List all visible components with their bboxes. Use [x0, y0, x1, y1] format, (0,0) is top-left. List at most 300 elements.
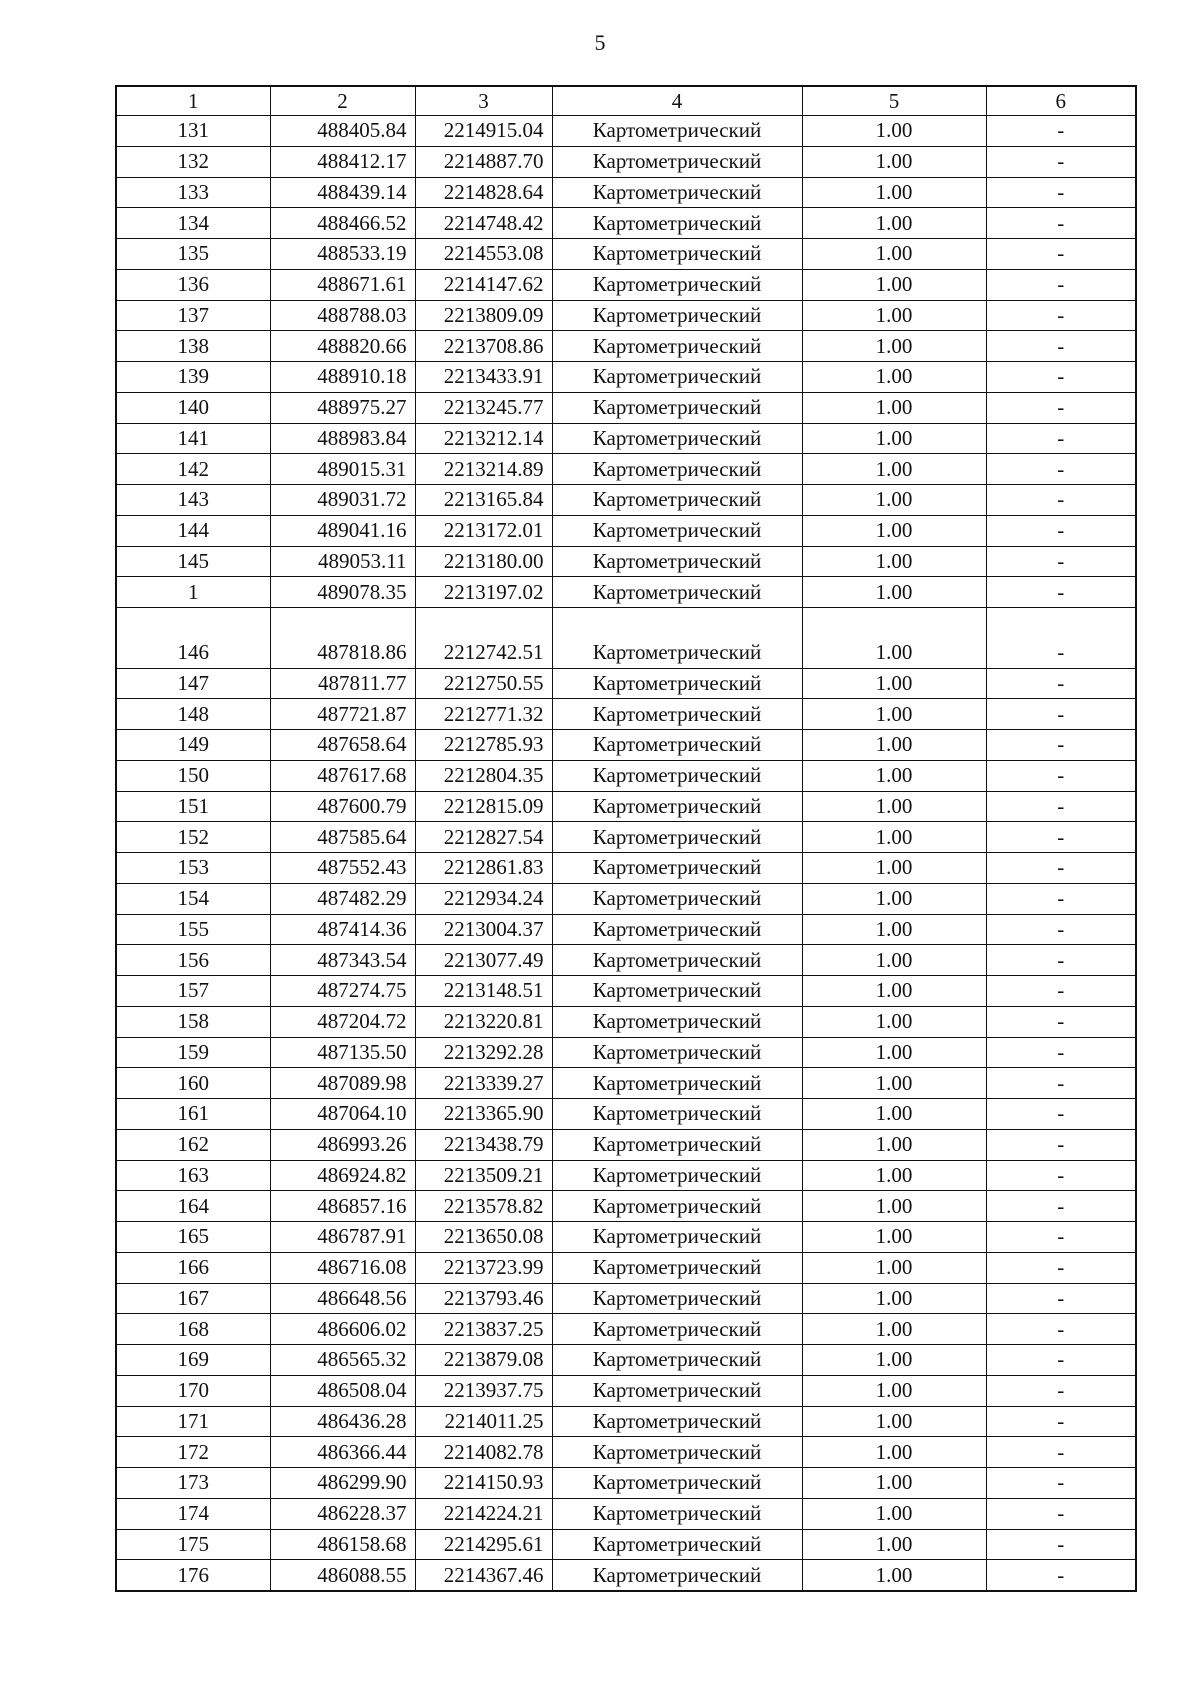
table-row: [116, 1560, 1136, 1591]
note-cell: -: [986, 1160, 1136, 1191]
note-cell: -: [986, 699, 1136, 730]
note-cell: -: [986, 1191, 1136, 1222]
table-row: [116, 883, 1136, 914]
x-coordinate-cell: 487204.72: [270, 1006, 415, 1037]
note-cell: -: [986, 331, 1136, 362]
column-header: 6: [986, 86, 1136, 116]
y-coordinate-cell: 2213148.51: [415, 976, 552, 1007]
method-cell: Картометрический: [552, 269, 802, 300]
note-cell: -: [986, 638, 1136, 668]
point-number-cell: 145: [116, 546, 270, 577]
table-row: [116, 546, 1136, 577]
table-row: [116, 945, 1136, 976]
accuracy-cell: 1.00: [802, 883, 986, 914]
table-row: [116, 699, 1136, 730]
method-cell: Картометрический: [552, 116, 802, 147]
note-cell: -: [986, 1283, 1136, 1314]
note-cell: -: [986, 822, 1136, 853]
y-coordinate-cell: 2213339.27: [415, 1068, 552, 1099]
y-coordinate-cell: 2212934.24: [415, 883, 552, 914]
note-cell: -: [986, 546, 1136, 577]
note-cell: -: [986, 1006, 1136, 1037]
method-cell: Картометрический: [552, 1068, 802, 1099]
note-cell: -: [986, 1222, 1136, 1253]
y-coordinate-cell: 2213245.77: [415, 392, 552, 423]
accuracy-cell: 1.00: [802, 1560, 986, 1591]
y-coordinate-cell: 2213809.09: [415, 300, 552, 331]
y-coordinate-cell: [415, 608, 552, 638]
method-cell: Картометрический: [552, 976, 802, 1007]
y-coordinate-cell: 2213212.14: [415, 423, 552, 454]
y-coordinate-cell: 2213214.89: [415, 454, 552, 485]
table-row: [116, 1222, 1136, 1253]
table-row: [116, 1345, 1136, 1376]
point-number-cell: 159: [116, 1037, 270, 1068]
accuracy-cell: 1.00: [802, 1129, 986, 1160]
y-coordinate-cell: 2213509.21: [415, 1160, 552, 1191]
x-coordinate-cell: 488820.66: [270, 331, 415, 362]
point-number-cell: 148: [116, 699, 270, 730]
table-row: [116, 1375, 1136, 1406]
x-coordinate-cell: 487818.86: [270, 638, 415, 668]
note-cell: -: [986, 146, 1136, 177]
table-row: [116, 577, 1136, 608]
point-number-cell: 146: [116, 638, 270, 668]
table-row: [116, 638, 1136, 668]
point-number-cell: 139: [116, 362, 270, 393]
y-coordinate-cell: 2212804.35: [415, 760, 552, 791]
point-number-cell: 167: [116, 1283, 270, 1314]
method-cell: Картометрический: [552, 146, 802, 177]
x-coordinate-cell: 486508.04: [270, 1375, 415, 1406]
point-number-cell: 151: [116, 791, 270, 822]
note-cell: [986, 608, 1136, 638]
method-cell: Картометрический: [552, 1529, 802, 1560]
method-cell: Картометрический: [552, 392, 802, 423]
table-row: [116, 146, 1136, 177]
accuracy-cell: [802, 608, 986, 638]
method-cell: [552, 608, 802, 638]
x-coordinate-cell: 489031.72: [270, 485, 415, 516]
method-cell: Картометрический: [552, 423, 802, 454]
method-cell: Картометрический: [552, 1222, 802, 1253]
point-number-cell: 140: [116, 392, 270, 423]
accuracy-cell: 1.00: [802, 1099, 986, 1130]
y-coordinate-cell: 2213578.82: [415, 1191, 552, 1222]
method-cell: Картометрический: [552, 1498, 802, 1529]
accuracy-cell: 1.00: [802, 423, 986, 454]
accuracy-cell: 1.00: [802, 1437, 986, 1468]
x-coordinate-cell: 487482.29: [270, 883, 415, 914]
x-coordinate-cell: 486993.26: [270, 1129, 415, 1160]
point-number-cell: 176: [116, 1560, 270, 1591]
x-coordinate-cell: 488405.84: [270, 116, 415, 147]
method-cell: Картометрический: [552, 1191, 802, 1222]
y-coordinate-cell: 2212750.55: [415, 668, 552, 699]
point-number-cell: 152: [116, 822, 270, 853]
method-cell: Картометрический: [552, 791, 802, 822]
point-number-cell: 174: [116, 1498, 270, 1529]
table-row: [116, 1529, 1136, 1560]
x-coordinate-cell: 486787.91: [270, 1222, 415, 1253]
column-header: 4: [552, 86, 802, 116]
accuracy-cell: 1.00: [802, 976, 986, 1007]
point-number-cell: 149: [116, 730, 270, 761]
x-coordinate-cell: 487343.54: [270, 945, 415, 976]
accuracy-cell: 1.00: [802, 454, 986, 485]
accuracy-cell: 1.00: [802, 668, 986, 699]
note-cell: -: [986, 976, 1136, 1007]
accuracy-cell: 1.00: [802, 760, 986, 791]
point-number-cell: 173: [116, 1468, 270, 1499]
note-cell: -: [986, 1068, 1136, 1099]
point-number-cell: 163: [116, 1160, 270, 1191]
y-coordinate-cell: 2213365.90: [415, 1099, 552, 1130]
table-row: [116, 1252, 1136, 1283]
note-cell: -: [986, 239, 1136, 270]
x-coordinate-cell: 488439.14: [270, 177, 415, 208]
table-row: [116, 822, 1136, 853]
method-cell: Картометрический: [552, 730, 802, 761]
y-coordinate-cell: 2213708.86: [415, 331, 552, 362]
point-number-cell: 137: [116, 300, 270, 331]
y-coordinate-cell: 2213077.49: [415, 945, 552, 976]
coordinates-table: [115, 85, 1137, 1592]
table-row: [116, 1037, 1136, 1068]
accuracy-cell: 1.00: [802, 208, 986, 239]
point-number-cell: 175: [116, 1529, 270, 1560]
x-coordinate-cell: 487064.10: [270, 1099, 415, 1130]
column-header: 1: [116, 86, 270, 116]
x-coordinate-cell: 488671.61: [270, 269, 415, 300]
x-coordinate-cell: 486716.08: [270, 1252, 415, 1283]
y-coordinate-cell: 2213879.08: [415, 1345, 552, 1376]
point-number-cell: 161: [116, 1099, 270, 1130]
note-cell: -: [986, 1437, 1136, 1468]
page-number: 5: [594, 30, 606, 55]
accuracy-cell: 1.00: [802, 1314, 986, 1345]
table-row: [116, 760, 1136, 791]
note-cell: -: [986, 577, 1136, 608]
y-coordinate-cell: 2213433.91: [415, 362, 552, 393]
method-cell: Картометрический: [552, 1129, 802, 1160]
note-cell: -: [986, 1345, 1136, 1376]
y-coordinate-cell: 2212785.93: [415, 730, 552, 761]
accuracy-cell: 1.00: [802, 269, 986, 300]
accuracy-cell: 1.00: [802, 331, 986, 362]
accuracy-cell: 1.00: [802, 1252, 986, 1283]
method-cell: Картометрический: [552, 1406, 802, 1437]
point-number-cell: 172: [116, 1437, 270, 1468]
accuracy-cell: 1.00: [802, 1375, 986, 1406]
x-coordinate-cell: 487414.36: [270, 914, 415, 945]
accuracy-cell: 1.00: [802, 1283, 986, 1314]
y-coordinate-cell: 2213438.79: [415, 1129, 552, 1160]
column-header: 3: [415, 86, 552, 116]
note-cell: -: [986, 1560, 1136, 1591]
x-coordinate-cell: 489041.16: [270, 515, 415, 546]
method-cell: Картометрический: [552, 1099, 802, 1130]
table-row: [116, 1068, 1136, 1099]
point-number-cell: 141: [116, 423, 270, 454]
point-number-cell: 142: [116, 454, 270, 485]
note-cell: -: [986, 1099, 1136, 1130]
accuracy-cell: 1.00: [802, 822, 986, 853]
method-cell: Картометрический: [552, 1160, 802, 1191]
accuracy-cell: 1.00: [802, 1468, 986, 1499]
method-cell: Картометрический: [552, 1037, 802, 1068]
table-row: [116, 1437, 1136, 1468]
note-cell: -: [986, 853, 1136, 884]
note-cell: -: [986, 945, 1136, 976]
y-coordinate-cell: 2214915.04: [415, 116, 552, 147]
x-coordinate-cell: 486857.16: [270, 1191, 415, 1222]
accuracy-cell: 1.00: [802, 546, 986, 577]
note-cell: -: [986, 269, 1136, 300]
x-coordinate-cell: 486565.32: [270, 1345, 415, 1376]
accuracy-cell: 1.00: [802, 945, 986, 976]
y-coordinate-cell: 2214295.61: [415, 1529, 552, 1560]
accuracy-cell: 1.00: [802, 577, 986, 608]
y-coordinate-cell: 2214147.62: [415, 269, 552, 300]
y-coordinate-cell: 2213650.08: [415, 1222, 552, 1253]
table-row: [116, 1314, 1136, 1345]
note-cell: -: [986, 362, 1136, 393]
table-row: [116, 914, 1136, 945]
table-row: [116, 300, 1136, 331]
method-cell: Картометрический: [552, 177, 802, 208]
table-row: [116, 853, 1136, 884]
table-row: [116, 423, 1136, 454]
accuracy-cell: 1.00: [802, 146, 986, 177]
method-cell: Картометрический: [552, 1314, 802, 1345]
method-cell: Картометрический: [552, 577, 802, 608]
x-coordinate-cell: 486088.55: [270, 1560, 415, 1591]
x-coordinate-cell: 486648.56: [270, 1283, 415, 1314]
note-cell: -: [986, 1375, 1136, 1406]
method-cell: Картометрический: [552, 1560, 802, 1591]
method-cell: Картометрический: [552, 822, 802, 853]
accuracy-cell: 1.00: [802, 730, 986, 761]
accuracy-cell: 1.00: [802, 485, 986, 516]
note-cell: -: [986, 392, 1136, 423]
point-number-cell: 147: [116, 668, 270, 699]
note-cell: -: [986, 1129, 1136, 1160]
method-cell: Картометрический: [552, 454, 802, 485]
note-cell: -: [986, 914, 1136, 945]
method-cell: Картометрический: [552, 853, 802, 884]
y-coordinate-cell: 2213837.25: [415, 1314, 552, 1345]
accuracy-cell: 1.00: [802, 392, 986, 423]
method-cell: Картометрический: [552, 699, 802, 730]
table-row: [116, 1468, 1136, 1499]
accuracy-cell: 1.00: [802, 638, 986, 668]
method-cell: Картометрический: [552, 1283, 802, 1314]
y-coordinate-cell: 2212815.09: [415, 791, 552, 822]
note-cell: -: [986, 1498, 1136, 1529]
x-coordinate-cell: 488533.19: [270, 239, 415, 270]
point-number-cell: 131: [116, 116, 270, 147]
note-cell: -: [986, 1314, 1136, 1345]
y-coordinate-cell: 2212861.83: [415, 853, 552, 884]
note-cell: -: [986, 177, 1136, 208]
y-coordinate-cell: 2213165.84: [415, 485, 552, 516]
column-header: 5: [802, 86, 986, 116]
method-cell: Картометрический: [552, 362, 802, 393]
table-row: [116, 976, 1136, 1007]
x-coordinate-cell: 486158.68: [270, 1529, 415, 1560]
note-cell: -: [986, 423, 1136, 454]
point-number-cell: 134: [116, 208, 270, 239]
point-number-cell: 132: [116, 146, 270, 177]
note-cell: -: [986, 1252, 1136, 1283]
accuracy-cell: 1.00: [802, 116, 986, 147]
accuracy-cell: 1.00: [802, 791, 986, 822]
x-coordinate-cell: 488412.17: [270, 146, 415, 177]
note-cell: -: [986, 668, 1136, 699]
method-cell: Картометрический: [552, 1006, 802, 1037]
table-row: [116, 362, 1136, 393]
method-cell: Картометрический: [552, 883, 802, 914]
method-cell: Картометрический: [552, 914, 802, 945]
y-coordinate-cell: 2213004.37: [415, 914, 552, 945]
x-coordinate-cell: 486924.82: [270, 1160, 415, 1191]
table-row: [116, 116, 1136, 147]
y-coordinate-cell: 2213197.02: [415, 577, 552, 608]
x-coordinate-cell: 488788.03: [270, 300, 415, 331]
accuracy-cell: 1.00: [802, 239, 986, 270]
table-row: [116, 392, 1136, 423]
method-cell: Картометрический: [552, 300, 802, 331]
table-row: [116, 269, 1136, 300]
note-cell: -: [986, 515, 1136, 546]
note-cell: -: [986, 1468, 1136, 1499]
y-coordinate-cell: 2214224.21: [415, 1498, 552, 1529]
note-cell: -: [986, 791, 1136, 822]
accuracy-cell: 1.00: [802, 853, 986, 884]
table-row: [116, 454, 1136, 485]
point-number-cell: 1: [116, 577, 270, 608]
point-number-cell: 133: [116, 177, 270, 208]
table-row: [116, 515, 1136, 546]
x-coordinate-cell: 489015.31: [270, 454, 415, 485]
note-cell: -: [986, 300, 1136, 331]
point-number-cell: [116, 608, 270, 638]
method-cell: Картометрический: [552, 1468, 802, 1499]
table-body: [116, 116, 1136, 1592]
accuracy-cell: 1.00: [802, 1498, 986, 1529]
accuracy-cell: 1.00: [802, 177, 986, 208]
accuracy-cell: 1.00: [802, 699, 986, 730]
method-cell: Картометрический: [552, 945, 802, 976]
y-coordinate-cell: 2212742.51: [415, 638, 552, 668]
table-row: [116, 239, 1136, 270]
table-row: [116, 1191, 1136, 1222]
note-cell: -: [986, 116, 1136, 147]
method-cell: Картометрический: [552, 1437, 802, 1468]
point-number-cell: 166: [116, 1252, 270, 1283]
table-row: [116, 485, 1136, 516]
accuracy-cell: 1.00: [802, 515, 986, 546]
x-coordinate-cell: 488910.18: [270, 362, 415, 393]
x-coordinate-cell: 486436.28: [270, 1406, 415, 1437]
note-cell: -: [986, 883, 1136, 914]
table-row: [116, 1406, 1136, 1437]
method-cell: Картометрический: [552, 546, 802, 577]
x-coordinate-cell: [270, 608, 415, 638]
y-coordinate-cell: 2213723.99: [415, 1252, 552, 1283]
table-header-row: [116, 86, 1136, 116]
point-number-cell: 155: [116, 914, 270, 945]
method-cell: Картометрический: [552, 1345, 802, 1376]
x-coordinate-cell: 487585.64: [270, 822, 415, 853]
x-coordinate-cell: 487274.75: [270, 976, 415, 1007]
accuracy-cell: 1.00: [802, 1406, 986, 1437]
y-coordinate-cell: 2214553.08: [415, 239, 552, 270]
y-coordinate-cell: 2214082.78: [415, 1437, 552, 1468]
y-coordinate-cell: 2214828.64: [415, 177, 552, 208]
accuracy-cell: 1.00: [802, 1529, 986, 1560]
x-coordinate-cell: 486299.90: [270, 1468, 415, 1499]
method-cell: Картометрический: [552, 638, 802, 668]
note-cell: -: [986, 730, 1136, 761]
point-number-cell: 153: [116, 853, 270, 884]
y-coordinate-cell: 2214748.42: [415, 208, 552, 239]
column-header: 2: [270, 86, 415, 116]
x-coordinate-cell: 488466.52: [270, 208, 415, 239]
y-coordinate-cell: 2212827.54: [415, 822, 552, 853]
point-number-cell: 143: [116, 485, 270, 516]
x-coordinate-cell: 489053.11: [270, 546, 415, 577]
x-coordinate-cell: 489078.35: [270, 577, 415, 608]
y-coordinate-cell: 2213292.28: [415, 1037, 552, 1068]
x-coordinate-cell: 487811.77: [270, 668, 415, 699]
note-cell: -: [986, 454, 1136, 485]
y-coordinate-cell: 2213937.75: [415, 1375, 552, 1406]
table-row: [116, 1160, 1136, 1191]
x-coordinate-cell: 487721.87: [270, 699, 415, 730]
table-row: [116, 1283, 1136, 1314]
point-number-cell: 170: [116, 1375, 270, 1406]
x-coordinate-cell: 487658.64: [270, 730, 415, 761]
point-number-cell: 160: [116, 1068, 270, 1099]
y-coordinate-cell: 2214887.70: [415, 146, 552, 177]
note-cell: -: [986, 1529, 1136, 1560]
x-coordinate-cell: 486366.44: [270, 1437, 415, 1468]
method-cell: Картометрический: [552, 208, 802, 239]
table-row: [116, 177, 1136, 208]
x-coordinate-cell: 488983.84: [270, 423, 415, 454]
accuracy-cell: 1.00: [802, 914, 986, 945]
table-row: [116, 730, 1136, 761]
x-coordinate-cell: 486228.37: [270, 1498, 415, 1529]
x-coordinate-cell: 487617.68: [270, 760, 415, 791]
table-row: [116, 208, 1136, 239]
method-cell: Картометрический: [552, 1252, 802, 1283]
y-coordinate-cell: 2214150.93: [415, 1468, 552, 1499]
point-number-cell: 136: [116, 269, 270, 300]
y-coordinate-cell: 2213180.00: [415, 546, 552, 577]
table-row: [116, 1006, 1136, 1037]
x-coordinate-cell: 487089.98: [270, 1068, 415, 1099]
x-coordinate-cell: 487600.79: [270, 791, 415, 822]
x-coordinate-cell: 487135.50: [270, 1037, 415, 1068]
point-number-cell: 154: [116, 883, 270, 914]
table-row: [116, 791, 1136, 822]
method-cell: Картометрический: [552, 515, 802, 546]
note-cell: -: [986, 760, 1136, 791]
point-number-cell: 165: [116, 1222, 270, 1253]
